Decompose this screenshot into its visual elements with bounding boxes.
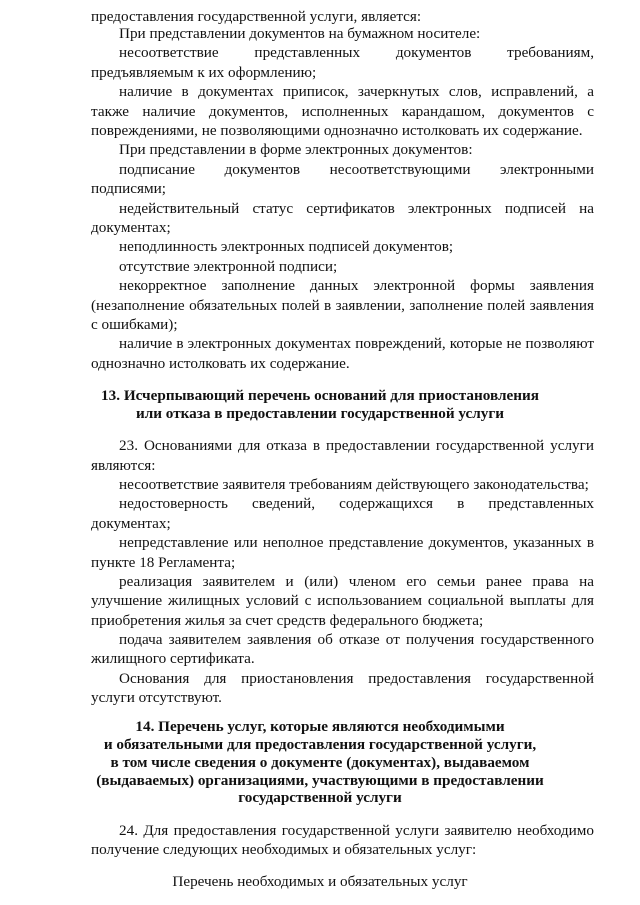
text-line: документах; (91, 219, 171, 236)
text-line: приобретения жилья за счет средств федерального бюджета; (91, 612, 484, 629)
text-line: 23. Основаниями для отказа в предоставлении государственной услуги (119, 437, 594, 454)
text-line: (незаполнение обязательных полей в заявлении, заполнение полей заявления (91, 297, 594, 314)
text-line: наличие в электронных документах повреждений, которые не позволяют (119, 335, 594, 352)
text-line: документах; (91, 515, 171, 532)
text-line: несоответствие представленных документов требованиям, (119, 44, 594, 61)
text-line: При представлении документов на бумажном носителе: (119, 25, 481, 42)
section-heading-line: 13. Исчерпывающий перечень оснований для приостановления (101, 387, 539, 404)
text-line: повреждениями, не позволяющими однозначно истолковать их содержание. (91, 122, 583, 139)
text-line: наличие в документах приписок, зачеркнутых слов, исправлений, а (119, 83, 594, 100)
text-line: предъявляемым к их оформлению; (91, 64, 317, 81)
text-line: несоответствие заявителя требованиям действующего законодательства; (119, 476, 589, 493)
text-line: жилищного сертификата. (91, 650, 255, 667)
text-line: предоставления государственной услуги, является: (91, 8, 422, 25)
text-line: услуги отсутствуют. (91, 689, 222, 706)
text-line: отсутствие электронной подписи; (119, 258, 338, 275)
text-line: однозначно истолковать их содержание. (91, 355, 350, 372)
text-line: подача заявителем заявления об отказе от получения государственного (119, 631, 594, 648)
text-line: пункте 18 Регламента; (91, 554, 236, 571)
text-line: реализация заявителем и (или) членом его семьи ранее права на (119, 573, 594, 590)
text-line: При представлении в форме электронных документов: (119, 141, 473, 158)
text-line: также наличие документов, исполненных карандашом, документов с (91, 103, 594, 120)
text-line: подписание документов несоответствующими электронными (119, 161, 594, 178)
text-line: неподлинность электронных подписей документов; (119, 238, 454, 255)
text-line: с ошибками); (91, 316, 178, 333)
section-heading-line: государственной услуги (238, 789, 402, 806)
text-line: являются: (91, 457, 156, 474)
text-line: Основания для приостановления предоставления государственной (119, 670, 594, 687)
text-line: Перечень необходимых и обязательных услуг (172, 873, 468, 890)
text-line: некорректное заполнение данных электронной формы заявления (119, 277, 594, 294)
section-heading-line: 14. Перечень услуг, которые являются необходимыми (135, 718, 505, 735)
text-line: недостоверность сведений, содержащихся в представленных (119, 495, 594, 512)
text-line: получение следующих необходимых и обязательных услуг: (91, 841, 477, 858)
section-heading-line: или отказа в предоставлении государственной услуги (135, 405, 504, 422)
section-heading-line: и обязательными для предоставления государственной услуги, (103, 736, 537, 753)
section-heading-line: (выдаваемых) организациями, участвующими в предоставлении (96, 772, 544, 789)
text-line: 24. Для предоставления государственной услуги заявителю необходимо (119, 822, 594, 839)
text-line: недействительный статус сертификатов электронных подписей на (119, 200, 594, 217)
text-line: непредставление или неполное представление документов, указанных в (119, 534, 594, 551)
text-line: подписями; (91, 180, 166, 197)
text-line: улучшение жилищных условий с использованием социальной выплаты для (91, 592, 594, 609)
section-heading-line: в том числе сведения о документе (документах), выдаваемом (110, 754, 530, 771)
